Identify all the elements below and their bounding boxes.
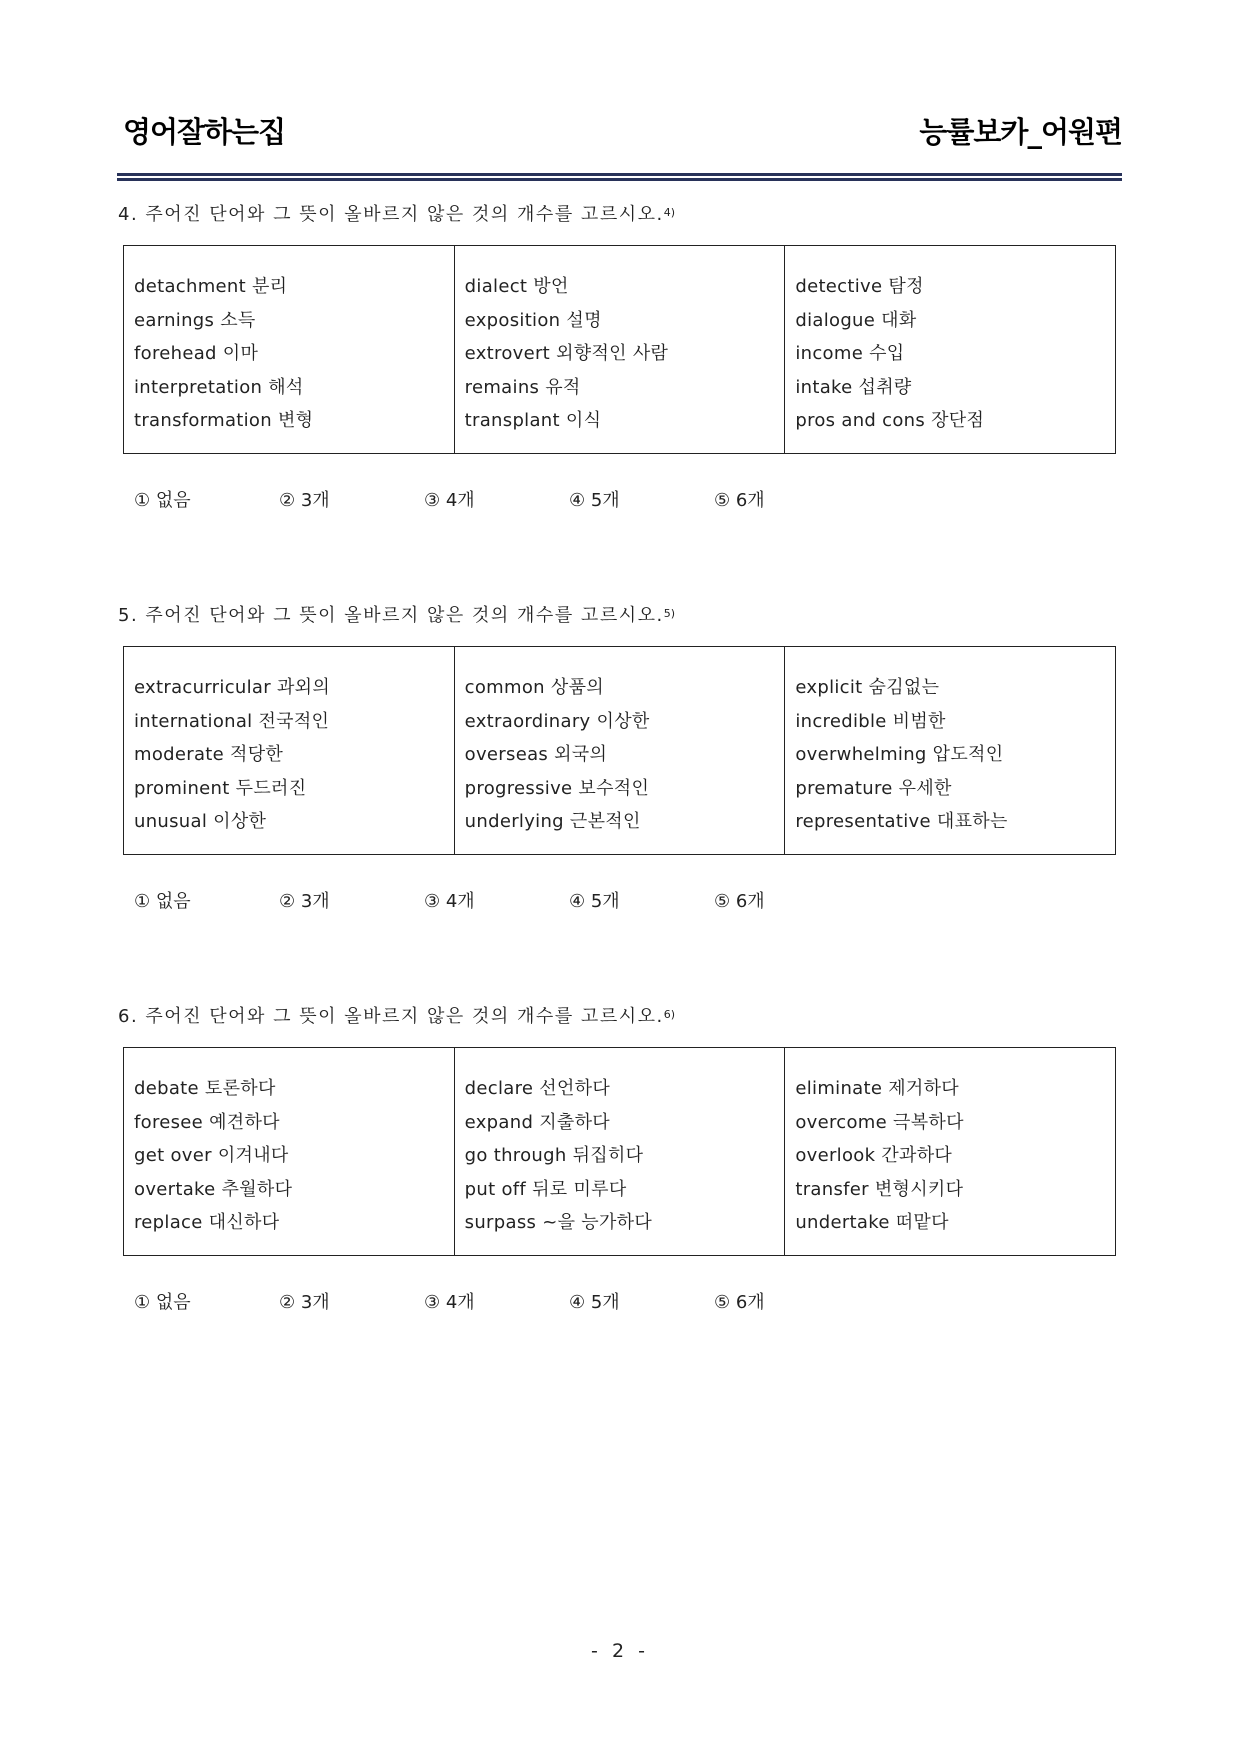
question-title: 6. 주어진 단어와 그 뜻이 올바르지 않은 것의 개수를 고르시오. <box>118 1006 664 1027</box>
header-right-title: 능률보카_어원편 <box>919 115 1122 149</box>
option-5[interactable]: ⑤ 6개 <box>714 891 765 912</box>
word-item: overseas 외국의 <box>464 744 608 765</box>
word-column-1 <box>124 1048 455 1255</box>
footnote-ref: 6) <box>663 1008 675 1021</box>
word-item: put off 뒤로 미루다 <box>464 1178 627 1200</box>
word-item: transformation 변형 <box>134 410 314 431</box>
word-item: foresee 예견하다 <box>134 1111 280 1133</box>
word-column-3 <box>785 1048 1115 1255</box>
option-2[interactable]: ② 3개 <box>279 891 330 912</box>
word-item: interpretation 해석 <box>134 376 304 398</box>
answer-options <box>134 1288 859 1314</box>
option-5[interactable]: ⑤ 6개 <box>714 490 765 511</box>
word-item: moderate 적당한 <box>134 744 284 765</box>
word-item: pros and cons 장단점 <box>795 410 985 431</box>
option-3[interactable]: ③ 4개 <box>424 1292 475 1313</box>
footnote-ref: 4) <box>663 206 675 219</box>
word-item: detachment 분리 <box>134 276 288 297</box>
word-column-1 <box>124 246 455 453</box>
word-item: incredible 비범한 <box>795 710 946 732</box>
option-3[interactable]: ③ 4개 <box>424 490 475 511</box>
option-1[interactable]: ① 없음 <box>134 1292 191 1313</box>
question-4 <box>118 198 1118 511</box>
word-column-2 <box>455 647 786 854</box>
word-item: expand 지출하다 <box>464 1111 610 1133</box>
option-2[interactable]: ② 3개 <box>279 490 330 511</box>
word-item: overwhelming 압도적인 <box>795 744 1004 765</box>
word-item: income 수입 <box>795 343 905 364</box>
question-title: 4. 주어진 단어와 그 뜻이 올바르지 않은 것의 개수를 고르시오. <box>118 204 664 225</box>
question-title: 5. 주어진 단어와 그 뜻이 올바르지 않은 것의 개수를 고르시오. <box>118 605 664 626</box>
word-item: detective 탐정 <box>795 276 924 297</box>
question-5 <box>118 599 1118 912</box>
option-3[interactable]: ③ 4개 <box>424 891 475 912</box>
question-6 <box>118 1000 1118 1313</box>
word-column-1 <box>124 647 455 854</box>
word-item: overcome 극복하다 <box>795 1111 964 1133</box>
header-rule-top <box>117 173 1122 176</box>
word-item: dialogue 대화 <box>795 309 917 331</box>
word-item: eliminate 제거하다 <box>795 1078 959 1099</box>
option-2[interactable]: ② 3개 <box>279 1292 330 1313</box>
word-item: go through 뒤집히다 <box>464 1145 644 1166</box>
word-item: unusual 이상한 <box>134 811 267 832</box>
word-item: undertake 떠맡다 <box>795 1212 949 1233</box>
option-4[interactable]: ④ 5개 <box>569 490 620 511</box>
word-table <box>123 245 1116 454</box>
word-item: extrovert 외향적인 사람 <box>464 343 669 364</box>
answer-options <box>134 486 859 512</box>
word-item: premature 우세한 <box>795 777 952 799</box>
option-1[interactable]: ① 없음 <box>134 891 191 912</box>
word-item: overlook 간과하다 <box>795 1145 953 1166</box>
word-item: overtake 추월하다 <box>134 1178 293 1200</box>
option-5[interactable]: ⑤ 6개 <box>714 1292 765 1313</box>
word-item: progressive 보수적인 <box>464 777 650 799</box>
word-item: representative 대표하는 <box>795 811 1008 832</box>
word-item: earnings 소득 <box>134 309 256 331</box>
option-4[interactable]: ④ 5개 <box>569 891 620 912</box>
word-item: transfer 변형시키다 <box>795 1178 964 1200</box>
word-item: extraordinary 이상한 <box>464 710 650 732</box>
word-item: surpass ~을 능가하다 <box>464 1212 653 1233</box>
word-item: get over 이겨내다 <box>134 1145 289 1166</box>
word-column-2 <box>455 246 786 453</box>
answer-options <box>134 887 859 913</box>
header-left-title: 영어잘하는집 <box>123 115 286 149</box>
word-item: common 상품의 <box>464 677 604 698</box>
word-item: remains 유적 <box>464 376 581 398</box>
word-item: transplant 이식 <box>464 410 602 431</box>
word-table <box>123 1047 1116 1256</box>
page-number: - 2 - <box>591 1640 649 1662</box>
word-item: international 전국적인 <box>134 710 330 732</box>
word-item: intake 섭취량 <box>795 376 912 398</box>
word-item: replace 대신하다 <box>134 1212 280 1233</box>
word-item: explicit 숨김없는 <box>795 677 940 698</box>
header-rule-bottom <box>117 178 1122 181</box>
option-1[interactable]: ① 없음 <box>134 490 191 511</box>
word-item: underlying 근본적인 <box>464 811 641 832</box>
word-item: forehead 이마 <box>134 343 259 364</box>
word-column-3 <box>785 246 1115 453</box>
word-column-2 <box>455 1048 786 1255</box>
option-4[interactable]: ④ 5개 <box>569 1292 620 1313</box>
word-item: declare 선언하다 <box>464 1078 611 1099</box>
word-item: extracurricular 과외의 <box>134 677 331 698</box>
word-item: prominent 두드러진 <box>134 777 307 799</box>
word-table <box>123 646 1116 855</box>
word-item: debate 토론하다 <box>134 1078 276 1099</box>
footnote-ref: 5) <box>663 607 675 620</box>
word-item: exposition 설명 <box>464 309 602 331</box>
word-column-3 <box>785 647 1115 854</box>
word-item: dialect 방언 <box>464 276 569 297</box>
